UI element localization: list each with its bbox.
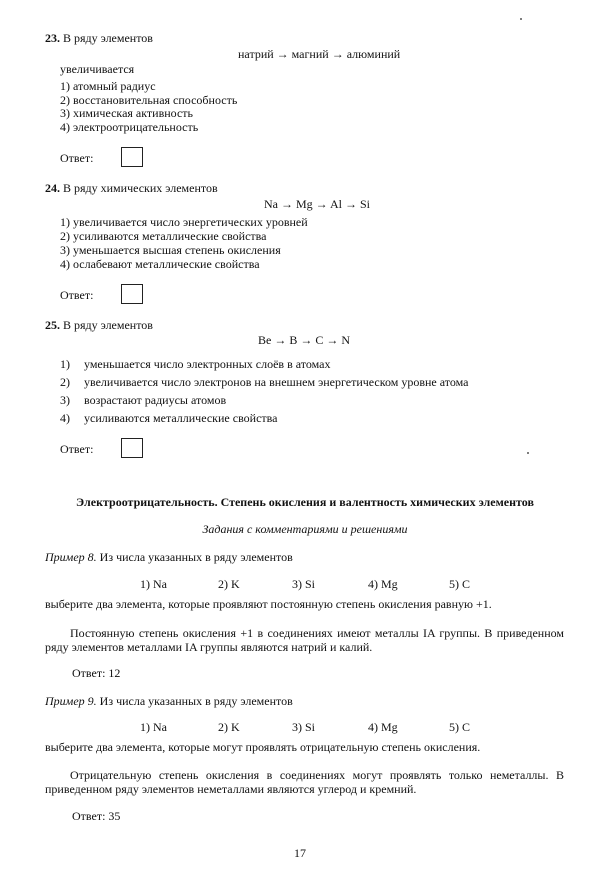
ex9-stem-line [45,695,293,709]
ex9-choice-5: 5) C [449,720,470,734]
page-number: 17 [294,846,306,860]
ex8-stem: Из числа указанных в ряду элементов [99,550,293,564]
q23-option-2: 2) восстановительная способность [60,93,238,107]
scan-speck [527,452,529,454]
q24-option-2: 2) усиливаются металлические свойства [60,229,267,243]
ex8-choice-5: 5) C [449,577,470,591]
section-subtitle: Задания с комментариями и решениями [202,522,408,536]
q25-option-2-text: увеличивается число электронов на внешнем энергетическом уровне атома [84,375,469,389]
ex9-instruction: выберите два элемента, которые могут проявлять отрицательную степень окисления. [45,740,481,754]
q24-stem: В ряду химических элементов [63,181,218,195]
ex8-instruction: выберите два элемента, которые проявляют постоянную степень окисления равную +1. [45,597,492,611]
ex9-choice-3: 3) Si [292,720,316,734]
q23-stem: В ряду элементов [63,31,153,45]
scan-speck [520,18,522,20]
q25-answer-label: Ответ: [60,442,94,456]
q25-option-3-num: 3) [60,393,70,407]
ex9-explanation: Отрицательную степень окисления в соединениях могут проявлять только неметаллы. В приведенном ряду элементов неметаллами являются углерод и кремний. [45,768,564,796]
q23-option-3: 3) химическая активность [60,106,194,120]
q23-option-1: 1) атомный радиус [60,79,156,93]
ex9-label: Пример 9. [45,694,97,708]
q25-option-2-num: 2) [60,375,70,389]
ex8-choice-4: 4) Mg [368,577,398,591]
ex9-choice-1: 1) Na [140,720,167,734]
q23-series: натрий → магний → алюминий [238,47,401,61]
ex8-answer: Ответ: 12 [72,666,121,680]
q24-option-1: 1) увеличивается число энергетических уровней [60,215,308,229]
ex8-stem-line [45,551,293,565]
q24-answer-label: Ответ: [60,288,94,302]
ex8-choice-2: 2) K [218,577,240,591]
ex9-choice-2: 2) K [218,720,240,734]
ex9-stem: Из числа указанных в ряду элементов [99,694,293,708]
q25-series: Be → B → C → N [258,333,351,347]
q25-stem: В ряду элементов [63,318,153,332]
q23-option-4: 4) электроотрицательность [60,120,199,134]
ex8-label: Пример 8. [45,550,97,564]
q23-header [45,32,153,46]
q23-answer-box[interactable] [121,147,143,167]
ex9-choice-4: 4) Mg [368,720,398,734]
q25-header [45,319,153,333]
q25-option-4-text: усиливаются металлические свойства [84,411,278,425]
q24-header [45,182,218,196]
q24-answer-box[interactable] [121,284,143,304]
q25-option-3-text: возрастают радиусы атомов [84,393,227,407]
q24-option-4: 4) ослабевают металлические свойства [60,257,260,271]
ex8-choice-3: 3) Si [292,577,316,591]
q25-number: 25. [45,318,60,332]
q23-suffix: увеличивается [60,62,135,76]
section-title: Электроотрицательность. Степень окисления и валентность химических элементов [76,495,534,509]
ex9-answer: Ответ: 35 [72,809,121,823]
q25-answer-box[interactable] [121,438,143,458]
q23-number: 23. [45,31,60,45]
q23-answer-label: Ответ: [60,151,94,165]
q25-option-1-text: уменьшается число электронных слоёв в атомах [84,357,331,371]
q25-option-4-num: 4) [60,411,70,425]
ex8-choice-1: 1) Na [140,577,167,591]
q25-option-1-num: 1) [60,357,70,371]
q24-number: 24. [45,181,60,195]
q24-option-3: 3) уменьшается высшая степень окисления [60,243,281,257]
ex8-explanation: Постоянную степень окисления +1 в соединениях имеют металлы IA группы. В приведенном ряду элементов металлами IA группы являются натрий и калий. [45,626,564,654]
q24-series: Na → Mg → Al → Si [264,197,371,211]
